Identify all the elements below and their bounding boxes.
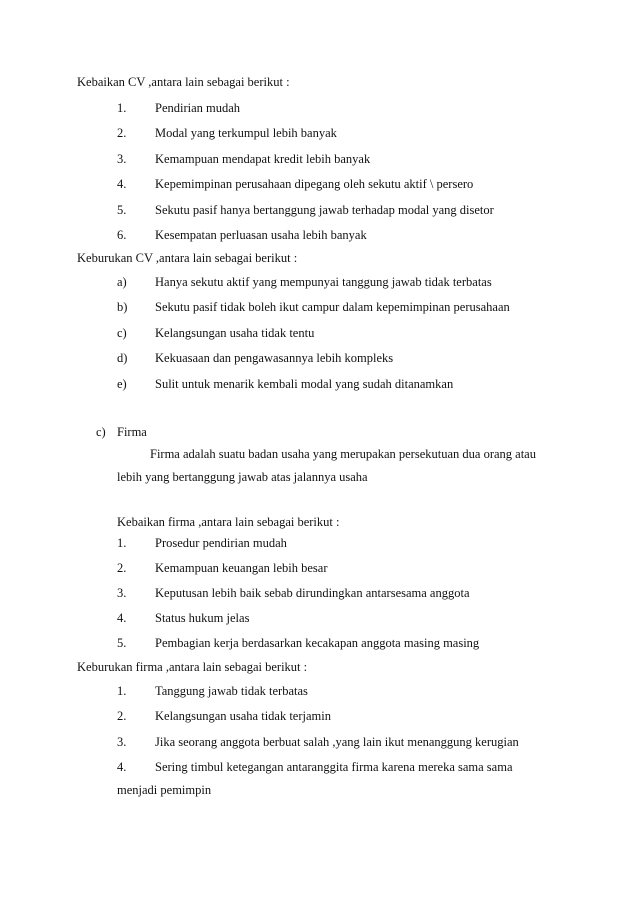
list-item-number: 1.	[117, 684, 127, 698]
list-item-number: 3.	[117, 735, 127, 749]
list-item-text: Pembagian kerja berdasarkan kecakapan anggota masing masing	[155, 636, 480, 650]
list-item-text: Kelangsungan usaha tidak terjamin	[155, 709, 331, 723]
list-item-number: 5.	[117, 636, 127, 650]
section-title: Firma	[117, 425, 147, 439]
section-letter: c)	[96, 425, 106, 439]
list-item-letter: a)	[117, 275, 127, 289]
list-item-text: Kelangsungan usaha tidak tentu	[155, 326, 315, 340]
cv-disadvantages-heading: Keburukan CV ,antara lain sebagai berikut :	[77, 251, 298, 265]
cv-advantages-heading: Kebaikan CV ,antara lain sebagai berikut :	[77, 75, 290, 89]
list-item-text: Kekuasaan dan pengawasannya lebih kompleks	[155, 351, 394, 365]
definition-line-2: lebih yang bertanggung jawab atas jalannya usaha	[117, 470, 368, 484]
list-item-text: Prosedur pendirian mudah	[155, 536, 287, 550]
list-item-letter: d)	[117, 351, 128, 365]
list-item-text: Status hukum jelas	[155, 611, 250, 625]
list-item-number: 6.	[117, 228, 127, 242]
list-item-letter: e)	[117, 377, 127, 391]
list-item-text: Kemampuan keuangan lebih besar	[155, 561, 328, 575]
list-item-number: 4.	[117, 177, 127, 191]
definition-line-1: Firma adalah suatu badan usaha yang merupakan persekutuan dua orang atau	[150, 447, 536, 461]
list-item-text: Tanggung jawab tidak terbatas	[155, 684, 308, 698]
list-item-text: Jika seorang anggota berbuat salah ,yang lain ikut menanggung kerugian	[155, 735, 519, 749]
list-item-text: Kesempatan perluasan usaha lebih banyak	[155, 228, 367, 242]
list-item-number: 2.	[117, 561, 127, 575]
list-item-number: 2.	[117, 709, 127, 723]
list-item-text: Hanya sekutu aktif yang mempunyai tanggung jawab tidak terbatas	[155, 275, 492, 289]
list-item-number: 4.	[117, 611, 127, 625]
list-item-text: Sekutu pasif hanya bertanggung jawab terhadap modal yang disetor	[155, 203, 494, 217]
firma-advantages-heading: Kebaikan firma ,antara lain sebagai berikut :	[117, 515, 340, 529]
firma-disadvantages-heading: Keburukan firma ,antara lain sebagai berikut :	[77, 660, 308, 674]
list-item-letter: c)	[117, 326, 127, 340]
list-item-number: 2.	[117, 126, 127, 140]
list-item-number: 4.	[117, 760, 127, 774]
list-item-letter: b)	[117, 300, 128, 314]
list-item-text: Sering timbul ketegangan antaranggita firma karena mereka sama sama	[155, 760, 513, 774]
list-item-text: Sulit untuk menarik kembali modal yang sudah ditanamkan	[155, 377, 454, 391]
list-item-text: Kemampuan mendapat kredit lebih banyak	[155, 152, 371, 166]
list-item-continuation: menjadi pemimpin	[117, 783, 212, 797]
list-item-text: Pendirian mudah	[155, 101, 241, 115]
list-item-text: Keputusan lebih baik sebab dirundingkan antarsesama anggota	[155, 586, 470, 600]
list-item-number: 3.	[117, 152, 127, 166]
list-item-number: 1.	[117, 101, 127, 115]
list-item-number: 3.	[117, 586, 127, 600]
list-item-number: 1.	[117, 536, 127, 550]
list-item-text: Sekutu pasif tidak boleh ikut campur dalam kepemimpinan perusahaan	[155, 300, 510, 314]
list-item-number: 5.	[117, 203, 127, 217]
list-item-text: Kepemimpinan perusahaan dipegang oleh sekutu aktif \ persero	[155, 177, 474, 191]
list-item-text: Modal yang terkumpul lebih banyak	[155, 126, 337, 140]
